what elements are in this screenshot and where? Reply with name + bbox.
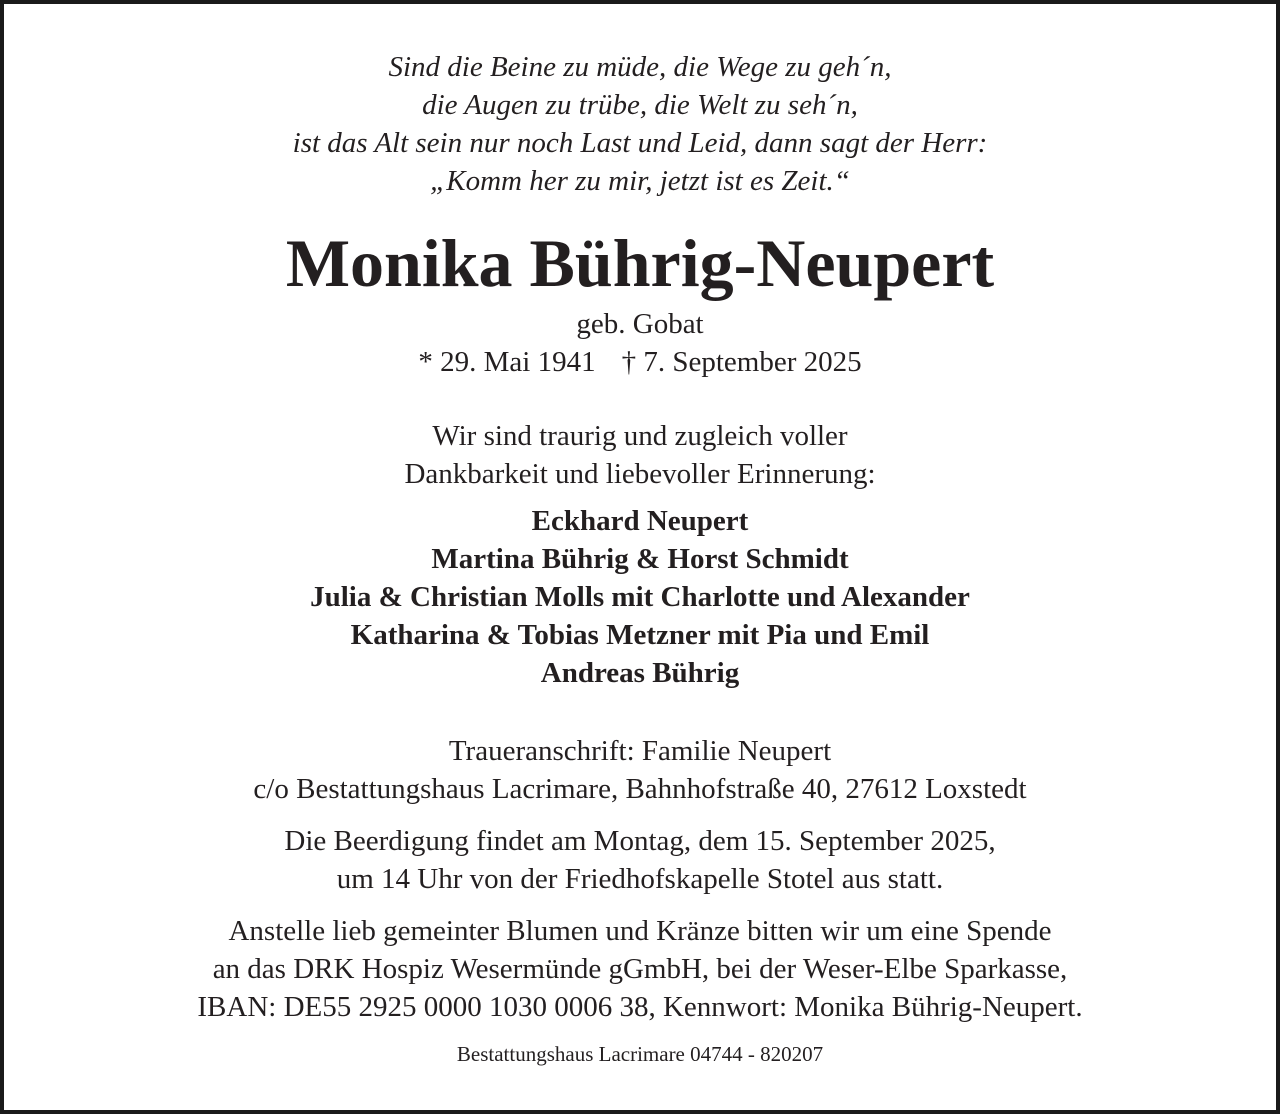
funeral-home-contact: Bestattungshaus Lacrimare 04744 - 820207 [456,1042,824,1066]
mourner-name: Martina Bührig & Horst Schmidt [431,543,849,575]
address-line: Traueranschrift: Familie Neupert [448,735,832,767]
life-dates [4,348,1276,377]
donation-line: an das DRK Hospiz Wesermünde gGmbH, bei der Weser-Elbe Sparkasse, [212,953,1068,985]
deceased-name: Monika Bührig-Neupert [285,225,995,301]
donation-line: IBAN: DE55 2925 0000 1030 0006 38, Kennwort: Monika Bührig-Neupert. [197,991,1083,1023]
birth-date: * 29. Mai 1941 [418,346,596,378]
mourner-name: Katharina & Tobias Metzner mit Pia und Emil [350,619,930,651]
address-line: c/o Bestattungshaus Lacrimare, Bahnhofstraße 40, 27612 Loxstedt [253,773,1027,805]
birth-name: geb. Gobat [576,308,704,340]
mourner-name: Eckhard Neupert [531,505,749,537]
death-date: † 7. September 2025 [621,346,862,378]
poem-line: „Komm her zu mir, jetzt ist es Zeit.“ [430,165,850,197]
mourner-name: Julia & Christian Molls mit Charlotte und Alexander [310,581,970,613]
poem-line: Sind die Beine zu müde, die Wege zu geh´n, [388,51,892,83]
intro-line: Wir sind traurig und zugleich voller [432,420,848,452]
mourner-name: Andreas Bührig [540,657,740,689]
poem-line: die Augen zu trübe, die Welt zu seh´n, [422,89,858,121]
donation-line: Anstelle lieb gemeinter Blumen und Kränze bitten wir um eine Spende [228,915,1052,947]
funeral-line: Die Beerdigung findet am Montag, dem 15. September 2025, [284,825,996,857]
funeral-line: um 14 Uhr von der Friedhofskapelle Stotel aus statt. [336,863,944,895]
poem-line: ist das Alt sein nur noch Last und Leid, dann sagt der Herr: [292,127,988,159]
intro-line: Dankbarkeit und liebevoller Erinnerung: [404,458,876,490]
